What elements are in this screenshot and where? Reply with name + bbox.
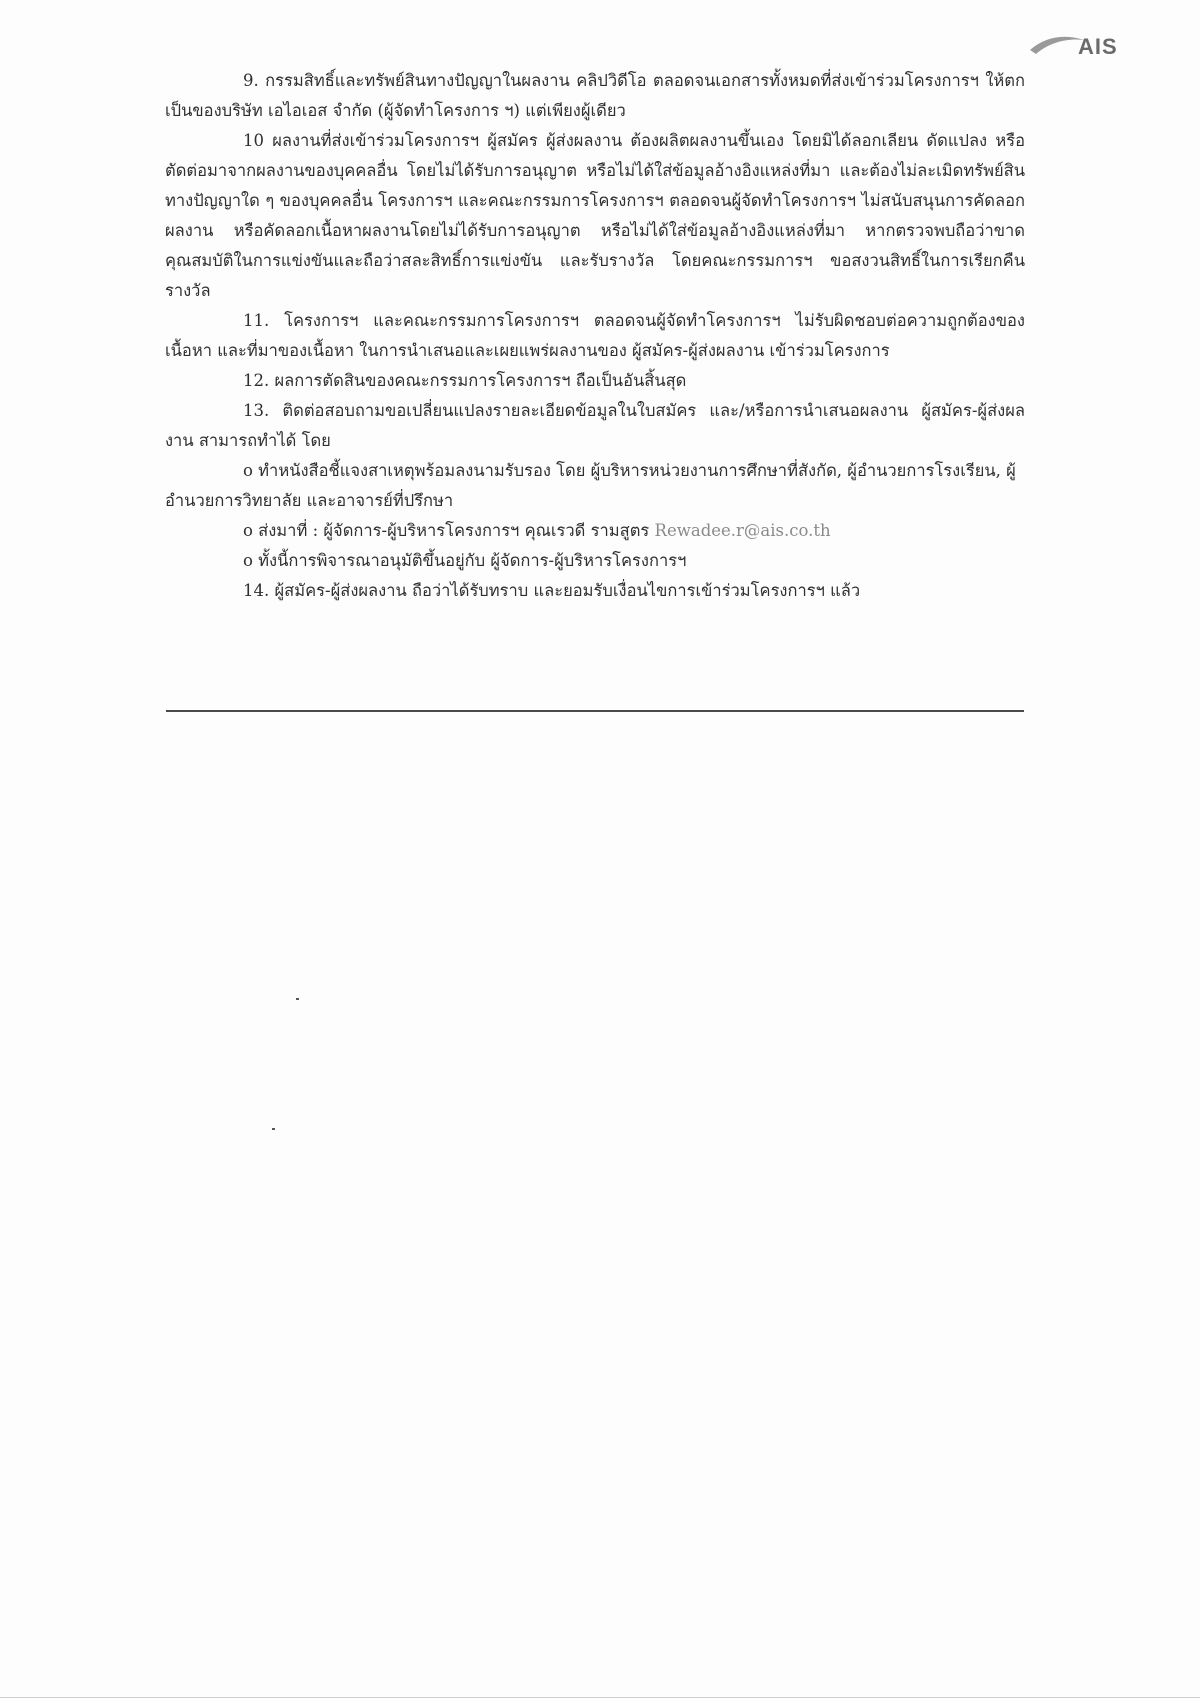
clause-9: 9. กรรมสิทธิ์และทรัพย์สินทางปัญญาในผลงาน คลิปวิดีโอ ตลอดจนเอกสารทั้งหมดที่ส่งเข้าร่วมโครงการฯ ให้ตกเป็นของบริษัท เอไอเอส จำกัด (ผู้จัดทำโครงการ ฯ) แต่เพียงผู้เดียว [165,71,1025,120]
clause-13: 13. ติดต่อสอบถามขอเปลี่ยนแปลงรายละเอียดข้อมูลในใบสมัคร และ/หรือการนำเสนอผลงาน ผู้สมัคร-ผู้ส่งผลงาน สามารถทำได้ โดย [165,401,1025,450]
clause-11: 11. โครงการฯ และคณะกรรมการโครงการฯ ตลอดจนผู้จัดทำโครงการฯ ไม่รับผิดชอบต่อความถูกต้องของเนื้อหา และที่มาของเนื้อหา ในการนำเสนอและเผยแพร่ผลงานของ ผู้สมัคร-ผู้ส่งผลงาน เข้าร่วมโครงการ [165,311,1025,360]
scan-speck [272,1128,275,1130]
clause-10: 10 ผลงานที่ส่งเข้าร่วมโครงการฯ ผู้สมัคร ผู้ส่งผลงาน ต้องผลิตผลงานขึ้นเอง โดยมิได้ลอกเลียน ดัดแปลง หรือ ตัดต่อมาจากผลงานของบุคคลอื่น โดยไม่ได้รับการอนุญาต หรือไม่ได้ใส่ข้อมูลอ้างอิงแหล่งที่มา และต้องไม่ละเมิดทรัพย์สินทางปัญญาใด ๆ ของบุคคลอื่น โครงการฯ และคณะกรรมการโครงการฯ ตลอดจนผู้จัดทำโครงการฯ ไม่สนับสนุนการคัดลอกผลงาน หรือคัดลอกเนื้อหาผลงานโดยไม่ได้รับการอนุญาต หรือไม่ได้ใส่ข้อมูลอ้างอิงแหล่งที่มา หากตรวจพบถือว่าขาดคุณสมบัติในการแข่งขันและถือว่าสละสิทธิ์การแข่งขัน และรับรางวัล โดยคณะกรรมการฯ ขอสงวนสิทธิ์ในการเรียกคืนรางวัล [165,131,1025,300]
send-to-label: o ส่งมาที่ : ผู้จัดการ-ผู้บริหารโครงการฯ คุณเรวดี รามสูตร [243,521,650,540]
end-rule [166,710,1024,712]
bullet-approval: o ทั้งนี้การพิจารณาอนุมัติขึ้นอยู่กับ ผู้จัดการ-ผู้บริหารโครงการฯ [243,551,687,570]
ais-logo [1028,26,1138,66]
contact-email[interactable]: Rewadee.r@ais.co.th [654,521,831,540]
clause-14: 14. ผู้สมัคร-ผู้ส่งผลงาน ถือว่าได้รับทราบ และยอมรับเงื่อนไขการเข้าร่วมโครงการฯ แล้ว [243,581,861,600]
clause-12: 12. ผลการตัดสินของคณะกรรมการโครงการฯ ถือเป็นอันสิ้นสุด [243,371,687,390]
scan-edge [0,1697,1200,1698]
bullet-send-to [165,516,1025,546]
scan-speck [296,998,299,1000]
bullet-written-request: o ทำหนังสือชี้แจงสาเหตุพร้อมลงนามรับรอง โดย ผู้บริหารหน่วยงานการศึกษาที่สังกัด, ผู้อำนวยการโรงเรียน, ผู้อำนวยการวิทยาลัย และอาจารย์ที่ปรึกษา [165,461,1016,510]
terms-content [165,66,1025,606]
logo-text: AIS [1078,34,1118,59]
